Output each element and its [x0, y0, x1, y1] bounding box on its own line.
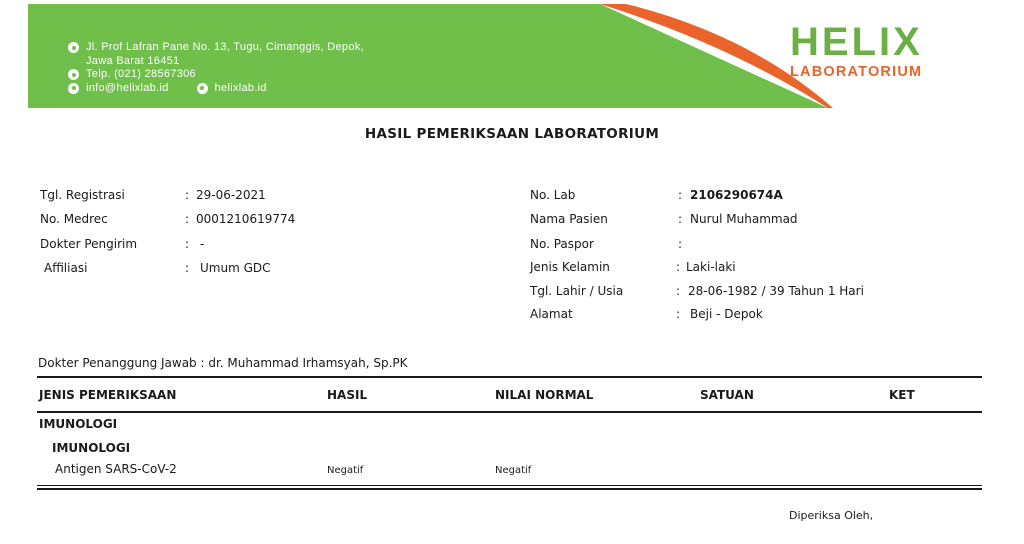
location-pin-icon	[68, 42, 79, 53]
contact-block	[68, 41, 364, 95]
page-title: HASIL PEMERIKSAAN LABORATORIUM	[364, 126, 660, 142]
column-header-normal-value: NILAI NORMAL	[495, 388, 594, 402]
test-name-cell: Antigen SARS-CoV-2	[55, 462, 177, 476]
address-row	[68, 41, 364, 55]
helix-logo	[790, 22, 960, 82]
column-header-unit: SATUAN	[700, 388, 754, 402]
result-cell: Negatif	[327, 465, 364, 476]
phone-row	[68, 68, 364, 82]
website-text[interactable]: helixlab.id	[214, 81, 267, 94]
phone-text: Telp. (021) 28567306	[86, 68, 196, 80]
email-text[interactable]: info@helixlab.id	[86, 81, 169, 94]
table-header-border	[37, 411, 982, 413]
responsible-doctor: Dokter Penanggung Jawab : dr. Muhammad Irhamsyah, Sp.PK	[38, 356, 408, 370]
email-row	[68, 82, 364, 96]
logo-wordmark: HELIX	[790, 20, 923, 64]
normal-value-cell: Negatif	[495, 465, 532, 476]
letterhead-banner	[28, 4, 988, 108]
table-group-label: IMUNOLOGI	[39, 417, 118, 431]
globe-icon	[197, 83, 208, 94]
table-subgroup-label: IMUNOLOGI	[52, 441, 131, 455]
checked-by-label: Diperiksa Oleh,	[789, 509, 874, 522]
email-icon	[68, 83, 79, 94]
address-line-2: Jawa Barat 16451	[86, 54, 180, 67]
address-line-1: Jl. Prof Lafran Pane No. 13, Tugu, Cimanggis, Depok,	[86, 41, 364, 53]
logo-subtitle: LABORATORIUM	[790, 64, 923, 80]
column-header-notes: KET	[889, 388, 915, 402]
column-header-test: JENIS PEMERIKSAAN	[39, 388, 177, 402]
phone-icon	[68, 69, 79, 80]
table-bottom-border-1	[37, 485, 982, 486]
table-bottom-border-2	[37, 488, 982, 490]
column-header-result: HASIL	[327, 388, 368, 402]
table-top-border	[37, 376, 982, 378]
